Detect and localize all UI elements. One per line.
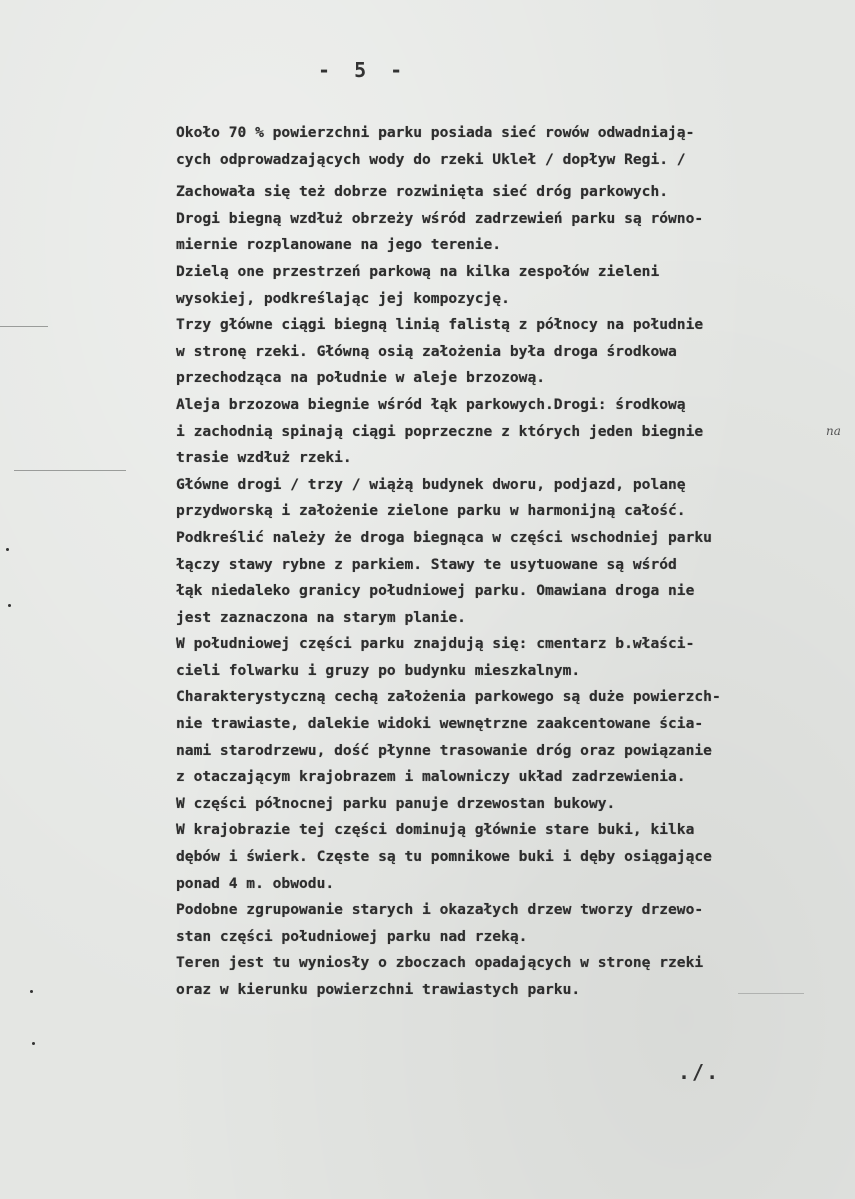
text-line: wysokiej, podkreślając jej kompozycję. [176, 289, 510, 307]
text-line: nami starodrzewu, dość płynne trasowanie dróg oraz powiązanie [176, 741, 712, 759]
scan-line-mark [14, 470, 126, 471]
text-line: oraz w kierunku powierzchni trawiastych parku. [176, 981, 581, 998]
text-line: stan części południowej parku nad rzeką. [176, 927, 528, 945]
text-line: Zachowała się też dobrze rozwinięta sieć dróg parkowych. [176, 183, 669, 201]
text-line: W krajobrazie tej części dominują głównie stare buki, kilka [176, 821, 695, 839]
text-line: Aleja brzozowa biegnie wśród łąk parkowych.Drogi: środkową [176, 395, 686, 413]
text-line: Około 70 % powierzchni parku posiada sieć rowów odwadniają- [176, 124, 695, 141]
continuation-mark: ./. [678, 1060, 721, 1084]
text-line: Trzy główne ciągi biegną linią falistą z północy na południe [176, 316, 704, 334]
text-line: łąk niedaleko granicy południowej parku. Omawiana droga nie [176, 582, 695, 600]
text-line: Podkreślić należy że droga biegnąca w części wschodniej parku [176, 528, 712, 546]
text-line: jest zaznaczona na starym planie. [176, 608, 466, 626]
text-line: Podobne zgrupowanie starych i okazałych drzew tworzy drzewo- [176, 901, 704, 919]
text-line: cieli folwarku i gruzy po budynku mieszkalnym. [176, 661, 581, 679]
text-line: przydworską i założenie zielone parku w harmonijną całość. [176, 502, 686, 520]
punch-hole-mark [6, 548, 9, 551]
punch-hole-mark [30, 990, 33, 993]
text-line: łączy stawy rybne z parkiem. Stawy te usytuowane są wśród [176, 555, 677, 573]
text-line: cych odprowadzających wody do rzeki Ukleł / dopływ Regi. / [176, 150, 686, 168]
page-number: - 5 - [318, 58, 409, 82]
text-line: z otaczającym krajobrazem i malowniczy układ zadrzewienia. [176, 768, 686, 786]
text-line: W części północnej parku panuje drzewostan bukowy. [176, 794, 616, 812]
scan-line-mark [0, 326, 48, 327]
text-line: W południowej części parku znajdują się: cmentarz b.właści- [176, 635, 695, 653]
text-line: dębów i świerk. Częste są tu pomnikowe buki i dęby osiągające [176, 848, 712, 866]
text-line: Drogi biegną wzdłuż obrzeży wśród zadrzewień parku są równo- [176, 209, 704, 227]
text-line: ponad 4 m. obwodu. [176, 874, 335, 892]
punch-hole-mark [32, 1042, 35, 1045]
scan-line-mark [738, 993, 804, 994]
text-line: Dzielą one przestrzeń parkową na kilka zespołów zieleni [176, 262, 660, 280]
text-line: miernie rozplanowane na jego terenie. [176, 236, 502, 254]
text-line: w stronę rzeki. Główną osią założenia była droga środkowa [176, 342, 677, 360]
text-line: Charakterystyczną cechą założenia parkowego są duże powierzch- [176, 688, 721, 706]
text-line: nie trawiaste, dalekie widoki wewnętrzne zaakcentowane ścia- [176, 715, 704, 733]
text-line: trasie wzdłuż rzeki. [176, 449, 352, 467]
typewritten-text [176, 120, 836, 1004]
text-line: Teren jest tu wyniosły o zboczach opadających w stronę rzeki [176, 954, 704, 972]
text-line: przechodząca na południe w aleje brzozową. [176, 369, 546, 387]
punch-hole-mark [8, 604, 11, 607]
handwritten-margin-note: na [826, 424, 841, 438]
text-line: i zachodnią spinają ciągi poprzeczne z których jeden biegnie [176, 422, 704, 440]
text-line: Główne drogi / trzy / wiążą budynek dworu, podjazd, polanę [176, 475, 686, 493]
